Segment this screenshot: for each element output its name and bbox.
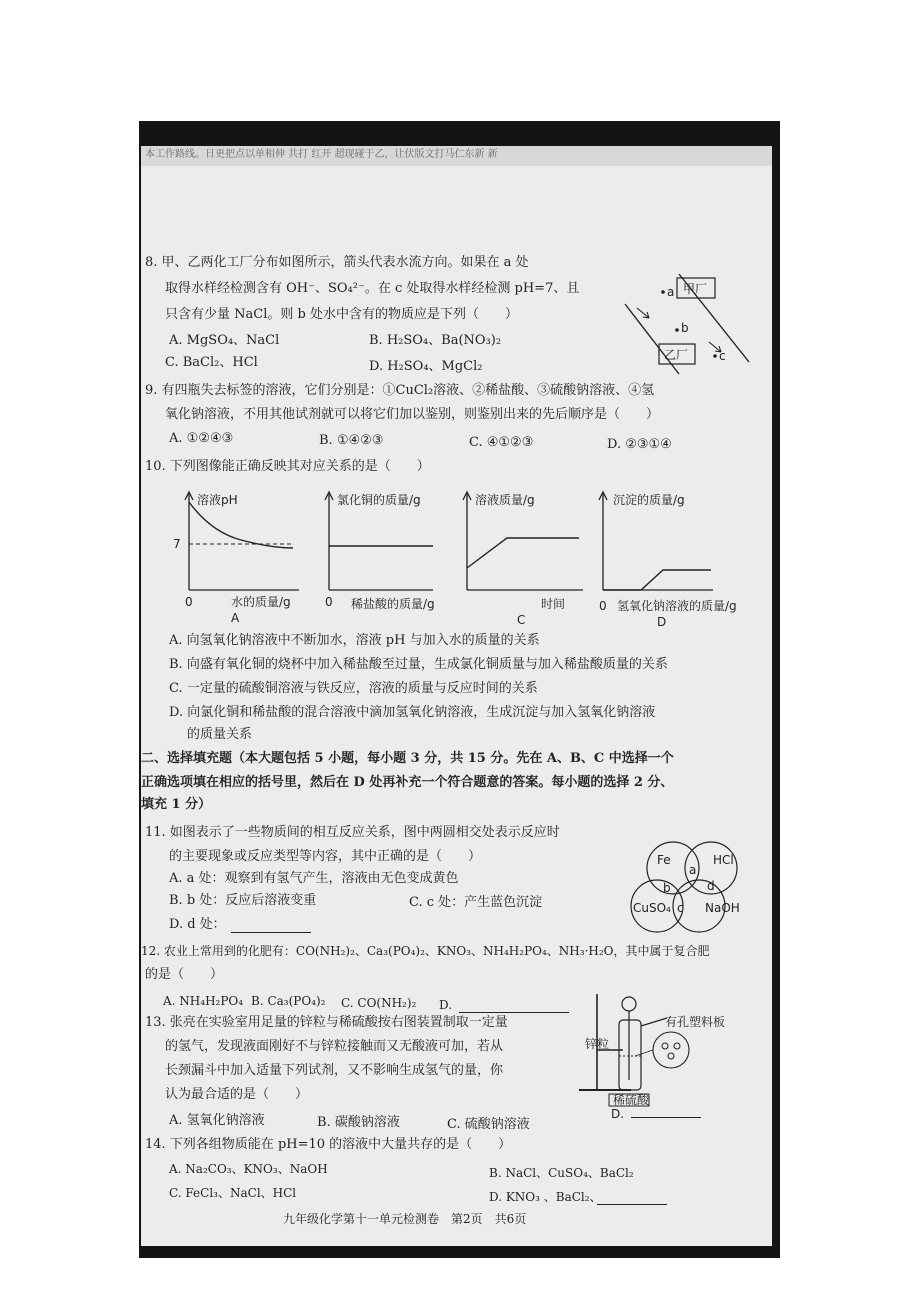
graph-d bbox=[599, 492, 737, 629]
circle-hcl-label: HCl bbox=[713, 853, 734, 867]
q10-option-c: C. 一定量的硫酸铜溶液与铁反应，溶液的质量与反应时间的关系 bbox=[169, 681, 538, 696]
section2-line-1: 二、选择填充题（本大题包括 5 小题，每小题 3 分，共 15 分。先在 A、B、C 中选择一个 bbox=[141, 751, 674, 766]
q13-option-c: C. 硫酸钠溶液 bbox=[447, 1117, 530, 1132]
circle-fe-label: Fe bbox=[657, 853, 671, 867]
q8-option-b: B. H₂SO₄、Ba(NO₃)₂ bbox=[369, 333, 502, 348]
graph-a-xlabel: 水的质量/g bbox=[231, 595, 291, 609]
q8-line-2: 取得水样经检测含有 OH⁻、SO₄²⁻。在 c 处取得水样经检测 pH=7、且 bbox=[165, 281, 580, 296]
q14-stem: 14. 下列各组物质能在 pH=10 的溶液中大量共存的是（ ） bbox=[145, 1137, 512, 1152]
graph-b-ylabel: 氯化铜的质量/g bbox=[337, 493, 421, 507]
q8-option-d: D. H₂SO₄、MgCl₂ bbox=[369, 359, 483, 374]
q8-line-1: 8. 甲、乙两化工厂分布如图所示，箭头代表水流方向。如果在 a 处 bbox=[145, 255, 529, 270]
q10-graphs bbox=[171, 482, 771, 642]
q9-line-1: 9. 有四瓶失去标签的溶液，它们分别是：①CuCl₂溶液、②稀盐酸、③硫酸钠溶液、④氢 bbox=[145, 383, 655, 398]
q9-option-b: B. ①④②③ bbox=[319, 433, 384, 448]
q14-option-a: A. Na₂CO₃、KNO₃、NaOH bbox=[169, 1162, 328, 1176]
page-footer: 九年级化学第十一单元检测卷 第2页 共6页 bbox=[283, 1212, 527, 1226]
q12-option-d: D. bbox=[439, 998, 453, 1012]
q12-line-2: 的是（ ） bbox=[145, 967, 224, 982]
graph-c bbox=[463, 492, 583, 627]
q11-option-d: D. d 处： bbox=[169, 917, 226, 932]
plate-hole-1 bbox=[662, 1043, 668, 1049]
q13-line-3: 长颈漏斗中加入适量下列试剂，又不影响生成氢气的量，你 bbox=[165, 1063, 504, 1078]
q12-option-c: C. CO(NH₂)₂ bbox=[341, 996, 417, 1010]
graph-d-origin: 0 bbox=[599, 599, 607, 613]
q12-d-blank bbox=[459, 1012, 569, 1013]
point-a-label: a bbox=[667, 285, 675, 299]
graph-c-xlabel: 时间 bbox=[541, 597, 566, 611]
q10-option-b: B. 向盛有氧化铜的烧杯中加入稀盐酸至过量，生成氯化铜质量与加入稀盐酸质量的关系 bbox=[169, 657, 668, 672]
delivery-tube bbox=[641, 1018, 667, 1026]
region-a-label: a bbox=[689, 863, 697, 877]
section2-line-3: 填充 1 分） bbox=[141, 797, 212, 812]
factory-a-label: 甲厂 bbox=[683, 282, 708, 296]
q13-option-a: A. 氢氧化钠溶液 bbox=[169, 1113, 265, 1128]
graph-d-xlabel: 氢氧化钠溶液的质量/g bbox=[617, 599, 737, 613]
q11-d-blank bbox=[231, 932, 311, 933]
point-b-label: b bbox=[681, 321, 689, 335]
q14-option-c: C. FeCl₃、NaCl、HCl bbox=[169, 1186, 297, 1200]
q12-option-a: A. NH₄H₂PO₄ bbox=[163, 994, 244, 1008]
graph-a-mark: 7 bbox=[173, 537, 181, 551]
circle-naoh-label: NaOH bbox=[705, 901, 740, 915]
point-c-dot bbox=[713, 354, 717, 358]
q8-river-diagram bbox=[619, 266, 769, 386]
q9-option-c: C. ④①②③ bbox=[469, 435, 534, 450]
graph-d-ylabel: 沉淀的质量/g bbox=[613, 493, 685, 507]
flow-arrow-2-icon bbox=[709, 342, 721, 352]
q8-option-a: A. MgSO₄、NaCl bbox=[169, 333, 280, 348]
q12-line-1: 12. 农业上常用到的化肥有：CO(NH₂)₂、Ca₃(PO₄)₂、KNO₃、NH₄H₂PO₄、NH₃·H₂O，其中属于复合肥 bbox=[141, 944, 710, 958]
plate-zoom-circle bbox=[653, 1032, 689, 1068]
plate-label: 有孔塑料板 bbox=[665, 1015, 726, 1029]
circle-cuso4-label: CuSO₄ bbox=[633, 901, 671, 915]
point-c-label: c bbox=[719, 349, 726, 363]
exam-paper bbox=[141, 146, 772, 1246]
q13-line-2: 的氢气，发现液面刚好不与锌粒接触而又无酸液可加，若从 bbox=[165, 1039, 504, 1054]
q13-apparatus-diagram bbox=[571, 990, 771, 1120]
point-a-dot bbox=[661, 290, 665, 294]
graph-b bbox=[325, 492, 435, 611]
point-b-dot bbox=[675, 328, 679, 332]
funnel-bulb bbox=[622, 997, 636, 1011]
graph-d-line bbox=[603, 570, 711, 590]
factory-b-label: 乙厂 bbox=[664, 348, 689, 362]
q13-option-b: B. 碳酸钠溶液 bbox=[317, 1115, 400, 1130]
graph-a bbox=[173, 492, 299, 625]
q8-option-c: C. BaCl₂、HCl bbox=[165, 355, 258, 370]
graph-c-ylabel: 溶液质量/g bbox=[475, 493, 535, 507]
q11-venn-diagram bbox=[627, 838, 767, 938]
q10-stem: 10. 下列图像能正确反映其对应关系的是（ ） bbox=[145, 459, 430, 474]
plate-hole-2 bbox=[674, 1043, 680, 1049]
q11-option-b: B. b 处：反应后溶液变重 bbox=[169, 893, 317, 908]
q14-option-b: B. NaCl、CuSO₄、BaCl₂ bbox=[489, 1166, 634, 1180]
region-d-label: d bbox=[707, 879, 715, 893]
graph-d-letter: D bbox=[657, 615, 667, 629]
q13-d-label: D. bbox=[611, 1107, 625, 1120]
header-strip: 本工作路线。日更把点以单相伸 共打 红开 超现碰于乙，让伏版文打马仁东新 新 bbox=[141, 146, 772, 166]
graph-b-origin: 0 bbox=[325, 595, 333, 609]
region-b-label: b bbox=[663, 881, 671, 895]
graph-a-origin: 0 bbox=[185, 595, 193, 609]
zoom-leader bbox=[635, 1050, 653, 1056]
section2-line-2: 正确选项填在相应的括号里，然后在 D 处再补充一个符合题意的答案。每小题的选择 2 分、 bbox=[141, 775, 674, 790]
q10-option-a: A. 向氢氧化钠溶液中不断加水，溶液 pH 与加入水的质量的关系 bbox=[169, 633, 540, 648]
graph-a-curve bbox=[189, 502, 293, 548]
graph-c-line bbox=[467, 538, 579, 568]
region-c-label: c bbox=[677, 901, 684, 915]
graph-c-letter: C bbox=[517, 613, 526, 627]
q14-option-d: D. KNO₃ 、BaCl₂、 bbox=[489, 1190, 602, 1204]
q9-option-d: D. ②③①④ bbox=[607, 437, 672, 452]
q12-option-b: B. Ca₃(PO₄)₂ bbox=[251, 994, 326, 1008]
q13-d-blank bbox=[631, 1117, 701, 1118]
q11-option-c: C. c 处：产生蓝色沉淀 bbox=[409, 895, 543, 910]
q11-line-2: 的主要现象或反应类型等内容，其中正确的是（ ） bbox=[169, 849, 482, 864]
graph-a-letter: A bbox=[231, 611, 240, 625]
q11-line-1: 11. 如图表示了一些物质间的相互反应关系，图中两圆相交处表示反应时 bbox=[145, 825, 560, 840]
graph-b-xlabel: 稀盐酸的质量/g bbox=[351, 597, 435, 611]
q11-option-a: A. a 处：观察到有氢气产生，溶液由无色变成黄色 bbox=[169, 871, 459, 886]
acid-label: 稀硫酸 bbox=[613, 1093, 650, 1107]
q8-line-3: 只含有少量 NaCl。则 b 处水中含有的物质应是下列（ ） bbox=[165, 307, 518, 322]
graph-a-ylabel: 溶液pH bbox=[197, 493, 238, 507]
q13-line-4: 认为最合适的是（ ） bbox=[165, 1087, 309, 1102]
flow-arrow-1-icon bbox=[637, 308, 649, 318]
plate-hole-3 bbox=[668, 1053, 674, 1059]
q9-line-2: 氧化钠溶液，不用其他试剂就可以将它们加以鉴别，则鉴别出来的先后顺序是（ ） bbox=[165, 407, 660, 422]
zinc-label: 锌粒 bbox=[585, 1037, 610, 1051]
q14-d-blank bbox=[597, 1204, 667, 1205]
q9-option-a: A. ①②④③ bbox=[169, 431, 234, 446]
q13-line-1: 13. 张亮在实验室用足量的锌粒与稀硫酸按右图装置制取一定量 bbox=[145, 1015, 508, 1030]
q10-option-d: D. 向氯化铜和稀盐酸的混合溶液中滴加氢氧化钠溶液，生成沉淀与加入氢氧化钠溶液 bbox=[169, 705, 656, 720]
q10-option-d-cont: 的质量关系 bbox=[187, 727, 253, 742]
